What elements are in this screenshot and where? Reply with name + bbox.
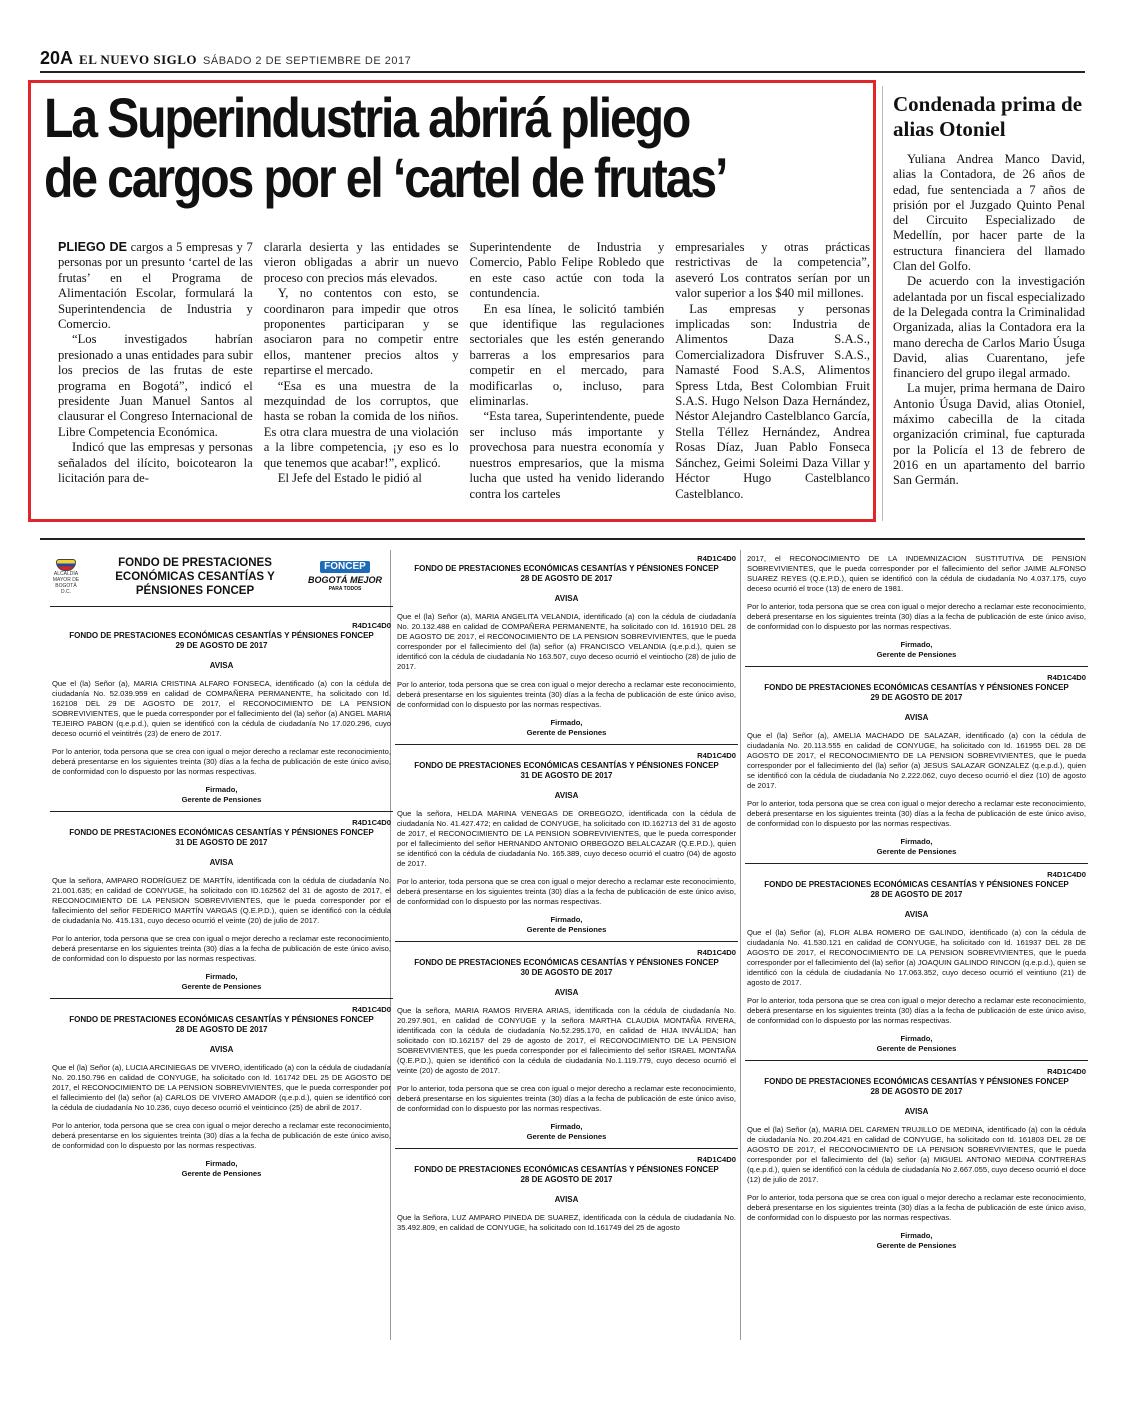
notice-avisa: AVISA (904, 713, 929, 722)
notice-title: FONDO DE PRESTACIONES ECONÓMICAS CESANTÍAS Y PÉNSIONES FONCEP (764, 1077, 1069, 1086)
notice-date: 29 DE AGOSTO DE 2017 (870, 693, 963, 702)
notice-body: Que el (la) Señor (a), MARIA CRISTINA ALFARO FONSECA, identificado (a) con la cédula de ciudadanía No. 52.039.959 en calidad de COMPAÑERA PERMANENTE, ha solicitado con Id. 162108 DEL 29 DE AGOSTO DE 2017, el RECONOCIMIENTO DE LA PENSION SOBREVIVIENTES, que le pueda corresponder por el fallecimiento del (la) señor (a) ANGEL MARIA TEJEIRO PABON (q.e.p.d.), quien se identificó con la cédula de ciudadanía No 17.020.296, cuyo deceso ocurrió el veintitrés (23) de enero de 2017. (52, 679, 391, 738)
notice-closing: Por lo anterior, toda persona que se crea con igual o mejor derecho a reclamar este reconocimiento, deberá presentarse en los siguientes treinta (30) días a la fecha de publicación de este único aviso, de conformidad con lo dispuesto por las normas respectivas. (52, 1121, 391, 1150)
notice-title: FONDO DE PRESTACIONES ECONÓMICAS CESANTÍAS Y PÉNSIONES FONCEP (414, 761, 719, 770)
signed-label: Firmado, (550, 915, 583, 924)
notice-signature (747, 837, 1086, 857)
notice-body: Que la señora, MARIA RAMOS RIVERA ARIAS, identificada con la cédula de ciudadanía No. 20.297.901, en calidad de CONYUGE y la señora MARTHA CLAUDIA MONTAÑA RIVERA, identificada con la cédula de ciudadanía No.52.295.170, en calidad de HIJA INVÁLIDA; han solicitado con ID.162157 del 29 de agosto de 2017, el RECONOCIMIENTO DE LA PENSION SOBREVIVIENTES, que les pueda corresponder por el fallecimiento del señor ISRAEL MONTAÑA (Q.E.P.D.), quien se identificó con la cédula de ciudadanía No.1.119.779, cuyo deceso ocurrió el veinte (20) de agosto de 2017. (397, 1006, 736, 1075)
signed-label: Firmado, (900, 1034, 933, 1043)
notice-title: FONDO DE PRESTACIONES ECONÓMICAS CESANTÍAS Y PÉNSIONES FONCEP (69, 1015, 374, 1024)
notice-date: 30 DE AGOSTO DE 2017 (520, 968, 613, 977)
notice-date: 28 DE AGOSTO DE 2017 (175, 1025, 268, 1034)
legal-notice (395, 948, 738, 1149)
article-column-1 (58, 240, 253, 502)
paragraph: Y, no contentos con esto, se coordinaron para impedir que otros proponentes participaran y se asociaron para no competir entre ellos, mantener precios altos y repartirse el mercado. (263, 286, 459, 378)
notice-signature (397, 915, 736, 935)
paragraph (58, 240, 253, 332)
notice-title: FONDO DE PRESTACIONES ECONÓMICAS CESANTÍAS Y PÉNSIONES FONCEP (414, 1165, 719, 1174)
paragraph: Las empresas y personas implicadas son: Industria de Alimentos Daza S.A.S., Comercializadora Disfruver S.A.S., Namasté Food S.A.S, Alimentos Spress Ltda, Best Colombian Fruit S.A.S. Hugo Nelson Daza Hernández, Néstor Alejandro Castelblanco García, Stella Téllez Hernández, Andrea Rosas Díaz, Juan Pablo Fonseca Sánchez, Geimi Soleimi Daza Villar y Héctor Hugo Castelblanco Castelblanco. (675, 301, 870, 501)
legal-notice (745, 673, 1088, 864)
notice-closing: Por lo anterior, toda persona que se crea con igual o mejor derecho a reclamar este reconocimiento, deberá presentarse en los siguientes treinta (30) días a la fecha de publicación de este único aviso, de conformidad con lo dispuesto por las normas respectivas. (52, 747, 391, 776)
notice-column-1 (50, 554, 393, 1191)
fund-name: FONDO DE PRESTACIONES ECONÓMICAS CESANTÍAS Y PÉNSIONES FONCEP (115, 557, 275, 597)
article-column-3 (470, 240, 665, 502)
bogota-text: BOGOTÁ MEJOR (308, 574, 383, 585)
sidebar-title: Condenada prima de alias Otoniel (893, 92, 1083, 141)
notice-closing: Por lo anterior, toda persona que se crea con igual o mejor derecho a reclamar este reconocimiento, deberá presentarse en los siguientes treinta (30) días a la fecha de publicación de este único aviso, de conformidad con lo dispuesto por las normas respectivas. (747, 1193, 1086, 1222)
issue-date: SÁBADO 2 DE SEPTIEMBRE DE 2017 (203, 55, 412, 67)
foncep-logo (308, 561, 382, 594)
column-divider (882, 86, 883, 521)
sidebar-article (893, 92, 1085, 489)
notice-body: Que el (la) Señor (a), MARIA DEL CARMEN TRUJILLO DE MEDINA, identificado (a) con la cédula de ciudadanía No. 20.204.421 en calidad de CONYUGE, ha solicitado con Id. 161803 DEL 28 DE AGOSTO DE 2017, el RECONOCIMIENTO DE LA PENSION SOBREVIVIENTES, que le pueda corresponder por el fallecimiento del (la) señor (a) MIGUEL ANTONIO MEDINA CONTRERAS (q.e.p.d.), quien se identificó con la cédula de ciudadanía No 2.667.055, cuyo deceso ocurrió el doce (12) de julio de 2017. (747, 1125, 1086, 1184)
legal-notices-section (40, 538, 1085, 1346)
signer: Gerente de Pensiones (876, 650, 957, 659)
signer: Gerente de Pensiones (181, 795, 262, 804)
signed-label: Firmado, (550, 718, 583, 727)
legal-notice (745, 870, 1088, 1061)
notice-code: R4D1C4D0 (352, 1005, 391, 1014)
paragraph: “Esta tarea, Superintendente, puede ser incluso más importante y provechosa para nuestra economía y nuestros empresarios, que la misma lucha que usted ha venido liderando contra los carteles (469, 409, 665, 501)
legal-notice (745, 1067, 1088, 1257)
sidebar-paragraph: De acuerdo con la investigación adelantada por un fiscal especializado de la Delegada contra la Criminalidad Organizada, alias la Contadora era la mano derecha de Carlos Mario Úsuga David, alias Cuarentano, jefe financiero del grupo ilegal armado. (893, 274, 1085, 381)
signed-label: Firmado, (205, 1159, 238, 1168)
signed-label: Firmado, (205, 785, 238, 794)
signer: Gerente de Pensiones (526, 728, 607, 737)
notice-closing: Por lo anterior, toda persona que se crea con igual o mejor derecho a reclamar este reconocimiento, deberá presentarse en los siguientes treinta (30) días a la fecha de publicación de este único aviso, de conformidad con lo dispuesto por las normas respectivas. (397, 877, 736, 906)
paragraph: Superintendente de Industria y Comercio, Pablo Felipe Robledo que en este caso actúe con toda la contundencia. (469, 240, 665, 301)
bogota-seal-icon (50, 559, 82, 595)
notice-avisa: AVISA (209, 858, 234, 867)
notice-code: R4D1C4D0 (697, 948, 736, 957)
legal-notice (50, 621, 393, 812)
page-number: 20A (40, 48, 74, 68)
legal-notice (395, 554, 738, 745)
paragraph: Indicó que las empresas y personas señalados del ilícito, boicotearon la licitación para de- (58, 440, 253, 486)
bogota-subtext: PARA TODOS (328, 585, 362, 592)
article-column-2 (264, 240, 459, 502)
notice-signature (52, 785, 391, 805)
notice-signature (397, 718, 736, 738)
paragraph: empresariales y otras prácticas restrictivas de la competencia”, aseveró Los contratos serían por un valor superior a los $40 mil millones. (675, 240, 870, 301)
signed-label: Firmado, (205, 972, 238, 981)
seal-caption: ALCALDÍA MAYOR DE BOGOTÁ D.C. (52, 571, 80, 595)
signer: Gerente de Pensiones (876, 847, 957, 856)
bogota-mejor-logo (308, 576, 382, 594)
notice-avisa: AVISA (209, 1045, 234, 1054)
notice-code: R4D1C4D0 (697, 554, 736, 563)
lead-in: PLIEGO DE (58, 240, 128, 254)
notice-title: FONDO DE PRESTACIONES ECONÓMICAS CESANTÍAS Y PÉNSIONES FONCEP (69, 828, 374, 837)
notice-closing: Por lo anterior, toda persona que se crea con igual o mejor derecho a reclamar este reconocimiento, deberá presentarse en los siguientes treinta (30) días a la fecha de publicación de este único aviso, de conformidad con lo dispuesto por las normas respectivas. (52, 934, 391, 963)
legal-notice (395, 751, 738, 942)
notice-column-3 (745, 554, 1088, 1263)
notice-body: Que el (la) Señor (a), LUCIA ARCINIEGAS DE VIVERO, identificado (a) con la cédula de ciudadanía No. 20.150.796 en calidad de CONYUGE, ha solicitado con Id. 161742 DEL 25 DE AGOSTO DE 2017, el RECONOCIMIENTO DE LA PENSION SOBREVIVIENTES, que le pueda corresponder por el fallecimiento del (la) señor (a) CARLOS DE VIVERO AMADOR (q.e.p.d.), quien se identificó con la cédula de ciudadanía No 10.236, cuyo deceso ocurrió el veinticinco (25) de abril de 2017. (52, 1063, 391, 1112)
notice-avisa: AVISA (209, 661, 234, 670)
notice-date: 28 DE AGOSTO DE 2017 (870, 890, 963, 899)
signed-label: Firmado, (900, 837, 933, 846)
newspaper-name: EL NUEVO SIGLO (79, 52, 198, 67)
sidebar-paragraph: Yuliana Andrea Manco David, alias la Contadora, de 26 años de edad, fue sentenciada a 7 años de prisión por el Juzgado Quinto Penal del Circuito Especializado de Medellín, por hacer parte de la estructura financiera del llamado Clan del Golfo. (893, 152, 1085, 274)
notice-date: 31 DE AGOSTO DE 2017 (175, 838, 268, 847)
notice-code: R4D1C4D0 (1047, 673, 1086, 682)
notice-code: R4D1C4D0 (697, 1155, 736, 1164)
notice-avisa: AVISA (554, 1195, 579, 1204)
notice-code: R4D1C4D0 (352, 818, 391, 827)
signer: Gerente de Pensiones (526, 1132, 607, 1141)
notice-title: FONDO DE PRESTACIONES ECONÓMICAS CESANTÍAS Y PÉNSIONES FONCEP (764, 880, 1069, 889)
paragraph: El Jefe del Estado le pidió al (277, 471, 422, 486)
paragraph: En esa línea, le solicitó también que identifique las regulaciones sectoriales que les estén generando barreras a los empresarios para competir en el mercado, para modificarlas o, incluso, para eliminarlas. (469, 301, 665, 409)
notice-code: R4D1C4D0 (1047, 1067, 1086, 1076)
notice-body: Que el (la) Señor (a), AMELIA MACHADO DE SALAZAR, identificado (a) con la cédula de ciudadanía No. 20.113.555 en calidad de CONYUGE, ha solicitado con Id. 161955 DEL 28 DE AGOSTO DE 2017, el RECONOCIMIENTO DE LA PENSION SOBREVIVIENTES, que le pueda corresponder por el fallecimiento del (la) señor (a) JESUS SALAZAR GONZALEZ (q.e.p.d.), quien se identificó con la cédula de ciudadanía No 2.222.062, cuyo deceso ocurrió el diez (10) de agosto de 2017. (747, 731, 1086, 790)
notice-body: Que el (la) Señor (a), FLOR ALBA ROMERO DE GALINDO, identificado (a) con la cédula de ciudadanía No. 41.530.121 en calidad de CONYUGE, ha solicitado con Id. 161937 DEL 28 DE AGOSTO DE 2017, el RECONOCIMIENTO DE LA PENSION SOBREVIVIENTES, que le pueda corresponder por el fallecimiento del (la) señor (a) JOAQUIN GALINDO RINCON (q.e.p.d.), quien se identificó con la cédula de ciudadanía No 17.063.352, cuyo deceso ocurrió el veintiuno (21) de agosto de 2017. (747, 928, 1086, 987)
notice-avisa: AVISA (904, 910, 929, 919)
notice-date: 29 DE AGOSTO DE 2017 (175, 641, 268, 650)
legal-notice (50, 818, 393, 999)
paragraph: “Los investigados habrían presionado a unas entidades para subir los precios de las frutas de este programa en Bogotá”, indicó el presidente Juan Manuel Santos al clausurar el Congreso Internacional de Libre Competencia Económica. (58, 332, 253, 439)
sidebar-paragraph: La mujer, prima hermana de Dairo Antonio Úsuga David, alias Otoniel, máximo cabecilla de la citada organización criminal, fue capturada por la Policía el 13 de febrero de 2016 en un apartamento del barrio San Germán. (893, 381, 1085, 488)
signed-label: Firmado, (550, 1122, 583, 1131)
notice-title: FONDO DE PRESTACIONES ECONÓMICAS CESANTÍAS Y PÉNSIONES FONCEP (764, 683, 1069, 692)
notice-closing: Por lo anterior, toda persona que se crea con igual o mejor derecho a reclamar este reconocimiento, deberá presentarse en los siguientes treinta (30) días a la fecha de publicación de este único aviso, de conformidad con lo dispuesto por las normas respectivas. (397, 680, 736, 709)
notice-closing: Por lo anterior, toda persona que se crea con igual o mejor derecho a reclamar este reconocimiento, deberá presentarse en los siguientes treinta (30) días a la fecha de publicación de este único aviso, de conformidad con lo dispuesto por las normas respectivas. (397, 1084, 736, 1113)
article-headline (44, 88, 754, 208)
notice-signature (747, 1034, 1086, 1054)
foncep-header (50, 554, 393, 606)
headline-line-1: La Superindustria abrirá pliego (44, 86, 690, 149)
notice-signature (747, 640, 1086, 660)
paragraph: clararla desierta y las entidades se vieron obligadas a abrir un nuevo proceso con precios más elevados. (263, 240, 459, 285)
notice-signature (747, 1231, 1086, 1251)
notice-body: 2017, el RECONOCIMIENTO DE LA INDEMNIZACION SUSTITUTIVA DE PENSION SOBREVIVIENTES, que le pueda corresponder por el fallecimiento del señor JAIME ALFONSO SUAREZ REYES (Q.E.P.D.), quien se identificó con la cédula de ciudadanía No 4.037.175, cuyo deceso ocurrió el troce (13) de enero de 1981. (747, 554, 1086, 593)
notice-title: FONDO DE PRESTACIONES ECONÓMICAS CESANTÍAS Y PÉNSIONES FONCEP (414, 958, 719, 967)
masthead (40, 48, 1085, 70)
masthead-rule (40, 71, 1085, 73)
notice-body: Que la señora, HELDA MARINA VENEGAS DE ORBEGOZO, identificada con la cédula de ciudadanía No. 41.427.472; en calidad de CONYUGE, ha solicitado con ID.162713 del 31 de agosto de 2017, el RECONOCIMIENTO DE LA PENSION SOBREVIVIENTES, que le pueda corresponder por el fallecimiento del señor HERNANDO ANTONIO ORBEGOZO BELALCAZAR (Q.E.P.D.), quien se identificó con la cédula de ciudadanía No. 165.389, cuyo deceso ocurrió el cuatro (04) de agosto de 2017. (397, 809, 736, 868)
notice-signature (52, 1159, 391, 1179)
notice-code: R4D1C4D0 (1047, 870, 1086, 879)
notice-code: R4D1C4D0 (697, 751, 736, 760)
notice-date: 31 DE AGOSTO DE 2017 (520, 771, 613, 780)
notice-avisa: AVISA (554, 594, 579, 603)
notice-body: Que la Señora, LUZ AMPARO PINEDA DE SUAREZ, identificada con la cédula de ciudadanía No. 35.492.809, en calidad de CONYUGE, ha solicitado con Id.161749 del 25 de agosto (397, 1213, 736, 1232)
signed-label: Firmado, (900, 1231, 933, 1240)
signer: Gerente de Pensiones (876, 1044, 957, 1053)
signer: Gerente de Pensiones (181, 1169, 262, 1178)
notice-date: 28 DE AGOSTO DE 2017 (520, 574, 613, 583)
notice-column-2 (395, 554, 738, 1253)
article-body (58, 240, 870, 502)
paragraph-text: cargos a 5 empresas y 7 personas por un presunto ‘cartel de las frutas’ en el Programa de Alimentación Escolar, formulará la Superintendencia de Industria y Comercio. (58, 240, 253, 332)
legal-notice (50, 1005, 393, 1185)
notice-closing: Por lo anterior, toda persona que se crea con igual o mejor derecho a reclamar este reconocimiento, deberá presentarse en los siguientes treinta (30) días a la fecha de publicación de este único aviso, de conformidad con lo dispuesto por las normas respectivas. (747, 602, 1086, 631)
notice-code: R4D1C4D0 (352, 621, 391, 630)
signer: Gerente de Pensiones (526, 925, 607, 934)
foncep-logo-text: FONCEP (320, 561, 370, 573)
notice-body: Que la señora, AMPARO RODRÍGUEZ DE MARTÍN, identificada con la cédula de ciudadanía No. 21.001.635; en calidad de CONYUGE, ha solicitado con ID.162562 del 31 de agosto de 2017, el RECONOCIMIENTO DE LA PENSION SOBREVIVIENTES, que le pueda corresponder por el fallecimiento del señor FEDERICO MARTÍN VARGAS (Q.E.P.D.), quien se identificó con la cédula de ciudadanía No. 415.131, cuyo deceso ocurrió el veinte (20) de julio de 2017. (52, 876, 391, 925)
notice-date: 28 DE AGOSTO DE 2017 (520, 1175, 613, 1184)
legal-notice (395, 1155, 738, 1247)
column-divider (740, 550, 741, 1340)
notice-date: 28 DE AGOSTO DE 2017 (870, 1087, 963, 1096)
notice-avisa: AVISA (554, 791, 579, 800)
notice-signature (52, 972, 391, 992)
signer: Gerente de Pensiones (181, 982, 262, 991)
paragraph: “Esa es una muestra de la mezquindad de los corruptos, que hasta se roban la comida de los niños. Es otra clara muestra de una violación a la libre competencia, ¡y eso es lo que tenemos que acabar!”, explicó. (263, 378, 459, 470)
headline-line-2: de cargos por el ‘cartel de frutas’ (44, 146, 727, 209)
notice-avisa: AVISA (904, 1107, 929, 1116)
notice-body: Que el (la) Señor (a), MARIA ANGELITA VELANDIA, identificado (a) con la cédula de ciudadanía No. 20.132.488 en calidad de COMPAÑERA PERMANENTE, ha solicitado con Id. 161910 DEL 28 DE AGOSTO DE 2017, el RECONOCIMIENTO DE LA PENSION SOBREVIVIENTES, que le pueda corresponder por el fallecimiento del (la) señor (a) FRANCISCO VELANDIA (q.e.p.d.), quien se identificó con la cédula de ciudadanía No 163.507, cuyo deceso ocurrió el veintiocho (28) de julio de 2017. (397, 612, 736, 671)
notice-title: FONDO DE PRESTACIONES ECONÓMICAS CESANTÍAS Y PÉNSIONES FONCEP (414, 564, 719, 573)
notice-closing: Por lo anterior, toda persona que se crea con igual o mejor derecho a reclamar este reconocimiento, deberá presentarse en los siguientes treinta (30) días a la fecha de publicación de este único aviso, de conformidad con lo dispuesto por las normas respectivas. (747, 996, 1086, 1025)
signer: Gerente de Pensiones (876, 1241, 957, 1250)
notice-avisa: AVISA (554, 988, 579, 997)
notice-closing: Por lo anterior, toda persona que se crea con igual o mejor derecho a reclamar este reconocimiento, deberá presentarse en los siguientes treinta (30) días a la fecha de publicación de este único aviso, de conformidad con lo dispuesto por las normas respectivas. (747, 799, 1086, 828)
notice-signature (397, 1122, 736, 1142)
notice-title: FONDO DE PRESTACIONES ECONÓMICAS CESANTÍAS Y PÉNSIONES FONCEP (69, 631, 374, 640)
legal-notice-continued (745, 554, 1088, 667)
signed-label: Firmado, (900, 640, 933, 649)
article-column-4 (675, 240, 870, 502)
